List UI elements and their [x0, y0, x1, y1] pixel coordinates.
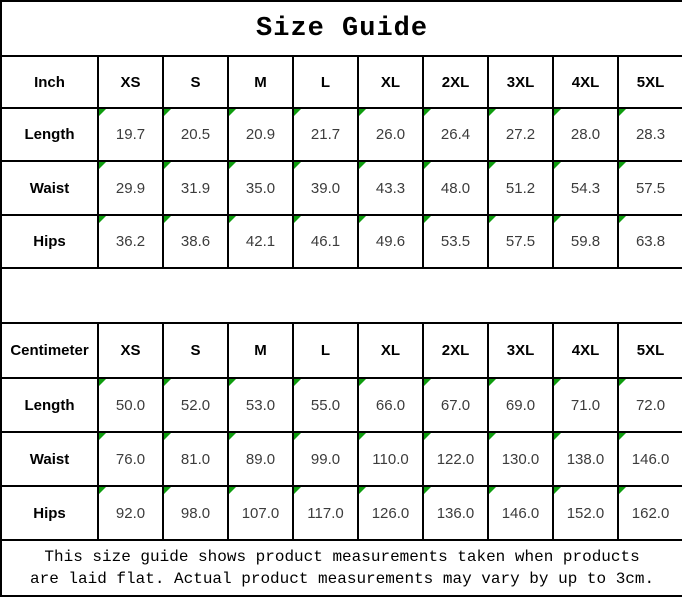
measurement-cell: 21.7	[293, 108, 358, 161]
row-label-hips: Hips	[1, 215, 98, 268]
cell-corner-marker-icon	[359, 162, 366, 169]
measurement-cell: 53.5	[423, 215, 488, 268]
size-header: XS	[98, 323, 163, 378]
row-label-hips: Hips	[1, 486, 98, 540]
cell-corner-marker-icon	[164, 487, 171, 494]
size-header: S	[163, 323, 228, 378]
page-title: Size Guide	[1, 1, 682, 56]
cell-corner-marker-icon	[619, 162, 626, 169]
row-label-length: Length	[1, 108, 98, 161]
measurement-cell: 38.6	[163, 215, 228, 268]
cell-corner-marker-icon	[99, 433, 106, 440]
cell-corner-marker-icon	[164, 162, 171, 169]
footer-row	[1, 540, 682, 596]
cell-corner-marker-icon	[229, 109, 236, 116]
measurement-cell: 28.3	[618, 108, 682, 161]
size-header: 4XL	[553, 323, 618, 378]
cell-corner-marker-icon	[229, 162, 236, 169]
footer-note-line2: are laid flat. Actual product measurements may vary by up to 3cm.	[30, 570, 655, 588]
measurement-cell: 26.4	[423, 108, 488, 161]
measurement-cell: 20.9	[228, 108, 293, 161]
measurement-cell: 57.5	[618, 161, 682, 215]
measurement-cell: 27.2	[488, 108, 553, 161]
cell-corner-marker-icon	[424, 216, 431, 223]
measurement-cell: 69.0	[488, 378, 553, 432]
measurement-cell: 67.0	[423, 378, 488, 432]
cell-corner-marker-icon	[619, 487, 626, 494]
cell-corner-marker-icon	[229, 379, 236, 386]
size-header: XL	[358, 56, 423, 108]
cell-corner-marker-icon	[619, 109, 626, 116]
cm-hips-row	[1, 486, 682, 540]
cell-corner-marker-icon	[424, 162, 431, 169]
inch-waist-row	[1, 161, 682, 215]
cm-waist-row	[1, 432, 682, 486]
measurement-cell: 59.8	[553, 215, 618, 268]
measurement-cell: 50.0	[98, 378, 163, 432]
cell-corner-marker-icon	[489, 379, 496, 386]
measurement-cell: 20.5	[163, 108, 228, 161]
measurement-cell: 29.9	[98, 161, 163, 215]
measurement-cell: 39.0	[293, 161, 358, 215]
measurement-cell: 36.2	[98, 215, 163, 268]
size-header: 4XL	[553, 56, 618, 108]
cell-corner-marker-icon	[99, 216, 106, 223]
cell-corner-marker-icon	[489, 433, 496, 440]
size-header: 2XL	[423, 56, 488, 108]
size-header: L	[293, 56, 358, 108]
measurement-cell: 63.8	[618, 215, 682, 268]
cell-corner-marker-icon	[619, 433, 626, 440]
measurement-cell: 107.0	[228, 486, 293, 540]
unit-header-centimeter: Centimeter	[1, 323, 98, 378]
cell-corner-marker-icon	[229, 487, 236, 494]
cell-corner-marker-icon	[489, 162, 496, 169]
cell-corner-marker-icon	[294, 433, 301, 440]
cell-corner-marker-icon	[99, 487, 106, 494]
footer-note	[1, 540, 682, 596]
cell-corner-marker-icon	[489, 109, 496, 116]
cell-corner-marker-icon	[229, 433, 236, 440]
size-header: M	[228, 323, 293, 378]
measurement-cell: 110.0	[358, 432, 423, 486]
measurement-cell: 152.0	[553, 486, 618, 540]
measurement-cell: 28.0	[553, 108, 618, 161]
cell-corner-marker-icon	[294, 379, 301, 386]
cell-corner-marker-icon	[489, 487, 496, 494]
cell-corner-marker-icon	[294, 487, 301, 494]
measurement-cell: 53.0	[228, 378, 293, 432]
cm-length-row	[1, 378, 682, 432]
measurement-cell: 99.0	[293, 432, 358, 486]
measurement-cell: 71.0	[553, 378, 618, 432]
cell-corner-marker-icon	[554, 109, 561, 116]
inch-length-row	[1, 108, 682, 161]
cell-corner-marker-icon	[619, 379, 626, 386]
measurement-cell: 26.0	[358, 108, 423, 161]
measurement-cell: 49.6	[358, 215, 423, 268]
cell-corner-marker-icon	[424, 379, 431, 386]
cell-corner-marker-icon	[229, 216, 236, 223]
cell-corner-marker-icon	[359, 379, 366, 386]
cell-corner-marker-icon	[359, 216, 366, 223]
inch-header-row	[1, 56, 682, 108]
cell-corner-marker-icon	[99, 379, 106, 386]
cell-corner-marker-icon	[164, 433, 171, 440]
title-row	[1, 1, 682, 56]
measurement-cell: 92.0	[98, 486, 163, 540]
measurement-cell: 51.2	[488, 161, 553, 215]
cell-corner-marker-icon	[554, 216, 561, 223]
measurement-cell: 48.0	[423, 161, 488, 215]
size-header: L	[293, 323, 358, 378]
cell-corner-marker-icon	[359, 487, 366, 494]
measurement-cell: 122.0	[423, 432, 488, 486]
cell-corner-marker-icon	[164, 216, 171, 223]
cell-corner-marker-icon	[99, 162, 106, 169]
measurement-cell: 19.7	[98, 108, 163, 161]
measurement-cell: 76.0	[98, 432, 163, 486]
measurement-cell: 117.0	[293, 486, 358, 540]
row-label-waist: Waist	[1, 432, 98, 486]
cm-header-row	[1, 323, 682, 378]
cell-corner-marker-icon	[359, 433, 366, 440]
spacer-cell	[1, 268, 682, 323]
size-header: 3XL	[488, 56, 553, 108]
measurement-cell: 55.0	[293, 378, 358, 432]
cell-corner-marker-icon	[489, 216, 496, 223]
measurement-cell: 52.0	[163, 378, 228, 432]
measurement-cell: 146.0	[618, 432, 682, 486]
spacer-row	[1, 268, 682, 323]
cell-corner-marker-icon	[164, 109, 171, 116]
measurement-cell: 54.3	[553, 161, 618, 215]
measurement-cell: 42.1	[228, 215, 293, 268]
measurement-cell: 81.0	[163, 432, 228, 486]
cell-corner-marker-icon	[554, 487, 561, 494]
cell-corner-marker-icon	[294, 216, 301, 223]
cell-corner-marker-icon	[619, 216, 626, 223]
measurement-cell: 162.0	[618, 486, 682, 540]
cell-corner-marker-icon	[359, 109, 366, 116]
size-header: XS	[98, 56, 163, 108]
cell-corner-marker-icon	[294, 162, 301, 169]
measurement-cell: 66.0	[358, 378, 423, 432]
unit-header-inch: Inch	[1, 56, 98, 108]
measurement-cell: 146.0	[488, 486, 553, 540]
measurement-cell: 136.0	[423, 486, 488, 540]
cell-corner-marker-icon	[424, 109, 431, 116]
measurement-cell: 98.0	[163, 486, 228, 540]
cell-corner-marker-icon	[554, 433, 561, 440]
cell-corner-marker-icon	[424, 487, 431, 494]
size-header: 3XL	[488, 323, 553, 378]
measurement-cell: 31.9	[163, 161, 228, 215]
size-header: XL	[358, 323, 423, 378]
cell-corner-marker-icon	[294, 109, 301, 116]
size-header: 2XL	[423, 323, 488, 378]
measurement-cell: 138.0	[553, 432, 618, 486]
measurement-cell: 43.3	[358, 161, 423, 215]
cell-corner-marker-icon	[424, 433, 431, 440]
cell-corner-marker-icon	[554, 162, 561, 169]
measurement-cell: 46.1	[293, 215, 358, 268]
footer-note-line1: This size guide shows product measurements taken when products	[44, 547, 640, 566]
size-header: S	[163, 56, 228, 108]
measurement-cell: 126.0	[358, 486, 423, 540]
inch-hips-row	[1, 215, 682, 268]
row-label-length: Length	[1, 378, 98, 432]
measurement-cell: 72.0	[618, 378, 682, 432]
size-header: 5XL	[618, 323, 682, 378]
cell-corner-marker-icon	[554, 379, 561, 386]
row-label-waist: Waist	[1, 161, 98, 215]
measurement-cell: 89.0	[228, 432, 293, 486]
size-header: M	[228, 56, 293, 108]
size-header: 5XL	[618, 56, 682, 108]
measurement-cell: 35.0	[228, 161, 293, 215]
measurement-cell: 130.0	[488, 432, 553, 486]
cell-corner-marker-icon	[164, 379, 171, 386]
cell-corner-marker-icon	[99, 109, 106, 116]
measurement-cell: 57.5	[488, 215, 553, 268]
